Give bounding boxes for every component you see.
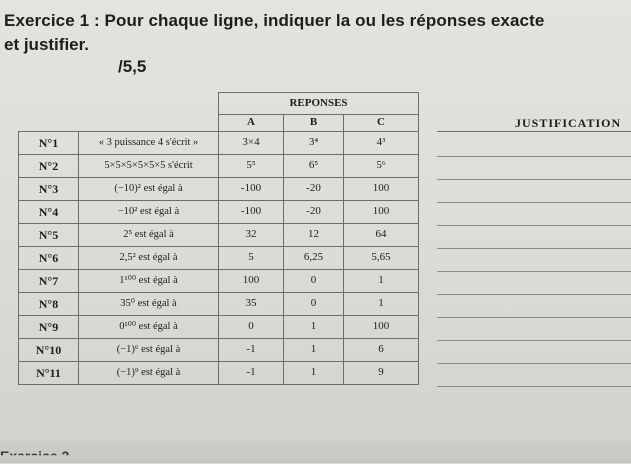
row-label: N°4 [19,201,79,224]
answer-c: 64 [344,224,419,247]
justification-line [437,271,631,272]
answer-a: 35 [219,293,284,316]
row-expression: « 3 puissance 4 s'écrit » [79,132,219,155]
justification-column [437,131,631,440]
row-expression: 2⁵ est égal à [79,224,219,247]
table-row [19,224,419,247]
justification-line [437,179,631,180]
answer-a: 3×4 [219,132,284,155]
answer-a: 5⁵ [219,155,284,178]
table-row [19,155,419,178]
answer-c: 1 [344,270,419,293]
row-label: N°3 [19,178,79,201]
answer-c: 5,65 [344,247,419,270]
row-label: N°9 [19,316,79,339]
justification-line [437,294,631,295]
answer-c: 1 [344,293,419,316]
row-expression: (−10)² est égal à [79,178,219,201]
justification-line [437,202,631,203]
row-label: N°7 [19,270,79,293]
justification-header: JUSTIFICATION [515,116,622,130]
answer-a: 100 [219,270,284,293]
answer-b: 6,25 [284,247,344,270]
row-label: N°6 [19,247,79,270]
answer-a: -100 [219,201,284,224]
reponses-header: REPONSES [219,93,419,115]
col-a-header: A [219,115,284,132]
row-label: N°5 [19,224,79,247]
table-row [19,316,419,339]
row-label: N°11 [19,362,79,385]
row-label: N°1 [19,132,79,155]
answer-c: 5⁶ [344,155,419,178]
table-row [19,132,419,155]
justification-line [437,248,631,249]
row-expression: (−1)⁹ est égal à [79,362,219,385]
answer-c: 6 [344,339,419,362]
answer-b: -20 [284,178,344,201]
col-b-header: B [284,115,344,132]
answers-table [18,92,419,385]
row-label: N°10 [19,339,79,362]
justification-line [437,317,631,318]
answer-b: 0 [284,270,344,293]
answer-b: 0 [284,293,344,316]
answer-c: 9 [344,362,419,385]
answer-b: -20 [284,201,344,224]
justification-line [437,225,631,226]
justification-line [437,363,631,364]
justification-line [437,386,631,387]
score: /5,5 [118,57,147,76]
row-label: N°8 [19,293,79,316]
answer-a: 5 [219,247,284,270]
answer-b: 1 [284,316,344,339]
table-row [19,201,419,224]
page-bottom [0,440,631,463]
answer-a: -100 [219,178,284,201]
table-row [19,362,419,385]
answer-b: 3⁴ [284,132,344,155]
row-expression: 35⁰ est égal à [79,293,219,316]
answer-a: 0 [219,316,284,339]
answer-c: 100 [344,201,419,224]
justification-line [437,156,631,157]
row-expression: 2,5² est égal à [79,247,219,270]
justification-line [437,340,631,341]
answer-b: 6⁵ [284,155,344,178]
table-row [19,247,419,270]
exercise-title-line2: et justifier. [4,35,90,54]
table-row [19,293,419,316]
answer-c: 4³ [344,132,419,155]
row-expression: 1¹⁰⁰ est égal à [79,270,219,293]
answer-c: 100 [344,178,419,201]
table-row [19,178,419,201]
row-expression: 5×5×5×5×5×5 s'écrit [79,155,219,178]
table-row [19,270,419,293]
answer-a: -1 [219,362,284,385]
col-c-header: C [344,115,419,132]
row-expression: 0¹⁰⁰ est égal à [79,316,219,339]
row-expression: −10² est égal à [79,201,219,224]
answer-a: 32 [219,224,284,247]
row-expression: (−1)⁶ est égal à [79,339,219,362]
answer-c: 100 [344,316,419,339]
row-label: N°2 [19,155,79,178]
table-row [19,339,419,362]
exercise-title: Exercice 1 : Pour chaque ligne, indiquer la ou les réponses exacte [4,11,545,30]
answer-a: -1 [219,339,284,362]
answer-b: 12 [284,224,344,247]
answer-b: 1 [284,339,344,362]
answer-b: 1 [284,362,344,385]
